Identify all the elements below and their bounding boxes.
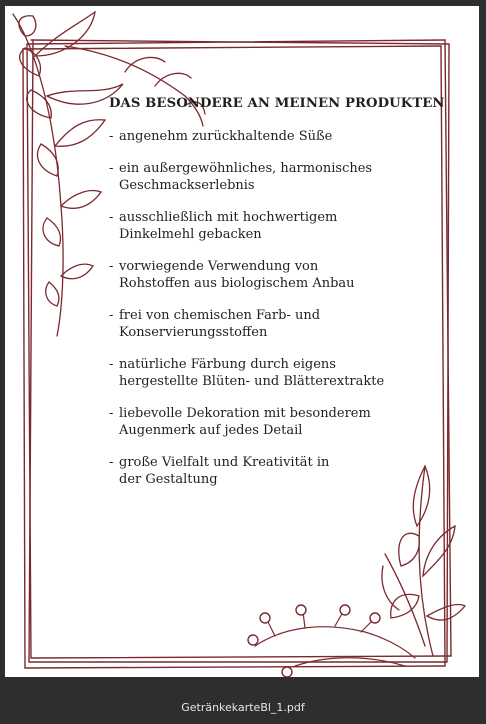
bullet-dash: - bbox=[109, 308, 114, 323]
list-item-line1: vorwiegende Verwendung von bbox=[119, 259, 319, 274]
content-block bbox=[109, 96, 445, 503]
document-page bbox=[5, 6, 479, 677]
list-item-line1: frei von chemischen Farb- und bbox=[119, 308, 321, 323]
file-name-label[interactable]: GetränkekarteBl_1.pdf bbox=[181, 701, 305, 714]
list-item bbox=[109, 307, 439, 341]
viewer-footer bbox=[0, 677, 486, 724]
list-item-line2: Konservierungsstoffen bbox=[119, 325, 268, 340]
list-item-line2: Dinkelmehl gebacken bbox=[119, 227, 262, 242]
list-item-line2: Geschmackserlebnis bbox=[119, 178, 255, 193]
list-item bbox=[109, 209, 439, 243]
list-item bbox=[109, 258, 439, 292]
bullet-dash: - bbox=[109, 161, 114, 176]
bullet-dash: - bbox=[109, 455, 114, 470]
list-item-line1: liebevolle Dekoration mit besonderem bbox=[119, 406, 371, 421]
list-item-line1: angenehm zurückhaltende Süße bbox=[119, 129, 333, 144]
list-item bbox=[109, 160, 439, 194]
list-item-line2: Rohstoffen aus biologischem Anbau bbox=[119, 276, 355, 291]
berry-sprig-icon bbox=[255, 612, 415, 666]
feature-list bbox=[109, 128, 439, 488]
list-item-line1: natürliche Färbung durch eigens bbox=[119, 357, 336, 372]
bullet-dash: - bbox=[109, 406, 114, 421]
list-item bbox=[109, 454, 439, 488]
list-item-line2: der Gestaltung bbox=[119, 472, 218, 487]
document-heading: DAS BESONDERE AN MEINEN PRODUKTEN bbox=[109, 96, 445, 111]
list-item bbox=[109, 356, 439, 390]
list-item bbox=[109, 405, 439, 439]
bullet-dash: - bbox=[109, 210, 114, 225]
bullet-dash: - bbox=[109, 129, 114, 144]
bullet-dash: - bbox=[109, 357, 114, 372]
list-item-line2: hergestellte Blüten- und Blätterextrakte bbox=[119, 374, 385, 389]
list-item-line1: große Vielfalt und Kreativität in bbox=[119, 455, 330, 470]
list-item-line2: Augenmerk auf jedes Detail bbox=[119, 423, 303, 438]
list-item bbox=[109, 128, 439, 145]
bullet-dash: - bbox=[109, 259, 114, 274]
list-item-line1: ein außergewöhnliches, harmonisches bbox=[119, 161, 373, 176]
list-item-line1: ausschließlich mit hochwertigem bbox=[119, 210, 338, 225]
